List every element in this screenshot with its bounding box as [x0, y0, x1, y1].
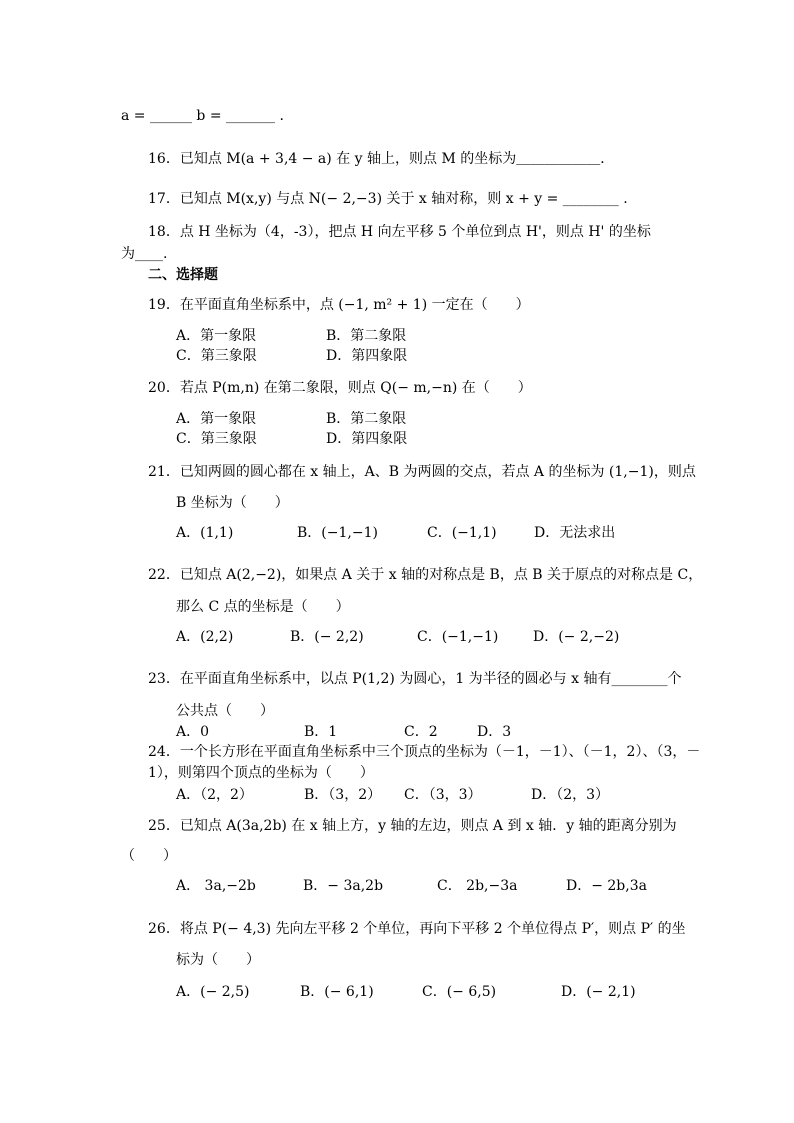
q22-option-b: B．(− 2,2) — [290, 629, 364, 645]
question-25-stem-line1: 25．已知点 A(3a,2b) 在 x 轴上方，y 轴的左边，则点 A 到 x 轴．y 轴的距离分别为 — [148, 818, 677, 834]
q20-option-c: C．第三象限 — [176, 431, 257, 447]
q21-option-c: C．(−1,1) — [427, 525, 497, 541]
q23-option-d: D．3 — [477, 724, 512, 740]
q15-answer-line: a = ______ b = _______ . — [121, 108, 284, 124]
question-16: 16．已知点 M(a + 3,4 − a) 在 y 轴上，则点 M 的坐标为＿＿＿＿＿＿． — [148, 151, 615, 167]
q19-option-b: B．第二象限 — [326, 328, 407, 344]
question-17: 17．已知点 M(x,y) 与点 N(− 2,−3) 关于 x 轴对称，则 x + y = ________ . — [148, 191, 628, 207]
q21-option-a: A．(1,1) — [176, 525, 234, 541]
q25-option-a: A． 3a,−2b — [176, 878, 256, 894]
q24-option-a: A．（2，2） — [176, 787, 253, 803]
question-22-stem-line2: 那么 C 点的坐标是（ ） — [176, 599, 350, 615]
question-18-line2: 为____. — [121, 246, 168, 262]
question-20-stem: 20．若点 P(m,n) 在第二象限，则点 Q(− m,−n) 在（ ） — [148, 380, 532, 396]
q26-option-d: D．(− 2,1) — [561, 984, 636, 1000]
question-26-stem-line2: 标为（ ） — [176, 952, 260, 968]
question-23-stem-line1: 23．在平面直角坐标系中，以点 P(1,2) 为圆心，1 为半径的圆必与 x 轴有________个 — [148, 671, 682, 687]
question-21-stem-line2: B 坐标为（ ） — [176, 495, 289, 511]
q21-option-d: D．无法求出 — [534, 525, 616, 541]
question-19-stem: 19．在平面直角坐标系中，点 (−1, m² + 1) 一定在（ ） — [148, 297, 530, 313]
q20-option-b: B．第二象限 — [326, 411, 407, 427]
q25-option-b: B．− 3a,2b — [303, 878, 384, 894]
q24-option-b: B．（3，2） — [304, 787, 382, 803]
q23-option-b: B．1 — [304, 724, 338, 740]
section-title-choice: 二、选择题 — [148, 267, 218, 283]
q20-option-d: D．第四象限 — [326, 431, 408, 447]
question-18-line1: 18．点 H 坐标为（4，-3），把点 H 向左平移 5 个单位到点 H'，则点 H' 的坐标 — [148, 224, 651, 240]
q20-option-a: A．第一象限 — [176, 411, 257, 427]
q22-option-c: C．(−1,−1) — [417, 629, 499, 645]
question-24-stem-line2: 1），则第四个顶点的坐标为（ ） — [148, 765, 374, 781]
q23-option-c: C．2 — [404, 724, 438, 740]
question-24-stem-line1: 24．一个长方形在平面直角坐标系中三个顶点的坐标为（－1，－1）、（－1，2）、（3，－ — [148, 744, 701, 760]
question-22-stem-line1: 22．已知点 A(2,−2)，如果点 A 关于 x 轴的对称点是 B，点 B 关于原点的对称点是 C， — [148, 567, 703, 583]
q26-option-a: A．(− 2,5) — [176, 984, 250, 1000]
q19-option-d: D．第四象限 — [326, 348, 408, 364]
q24-option-d: D．（2，3） — [531, 787, 610, 803]
q19-option-c: C．第三象限 — [176, 348, 257, 364]
q22-option-a: A．(2,2) — [176, 629, 234, 645]
q25-option-c: C． 2b,−3a — [437, 878, 518, 894]
q23-option-a: A．0 — [176, 724, 210, 740]
q19-option-a: A．第一象限 — [176, 328, 257, 344]
q22-option-d: D．(− 2,−2) — [533, 629, 620, 645]
question-26-stem-line1: 26．将点 P(− 4,3) 先向左平移 2 个单位，再向下平移 2 个单位得点 P′，则点 P′ 的坐 — [148, 921, 686, 937]
q26-option-b: B．(− 6,1) — [300, 984, 374, 1000]
q26-option-c: C．(− 6,5) — [422, 984, 497, 1000]
question-21-stem-line1: 21．已知两圆的圆心都在 x 轴上，A、B 为两圆的交点，若点 A 的坐标为 (1,−1)，则点 — [148, 464, 696, 480]
question-23-stem-line2: 公共点（ ） — [176, 703, 274, 719]
q24-option-c: C．（3，3） — [404, 787, 482, 803]
question-25-stem-line2: （ ） — [121, 848, 177, 864]
q21-option-b: B．(−1,−1) — [297, 525, 378, 541]
q25-option-d: D．− 2b,3a — [566, 878, 647, 894]
